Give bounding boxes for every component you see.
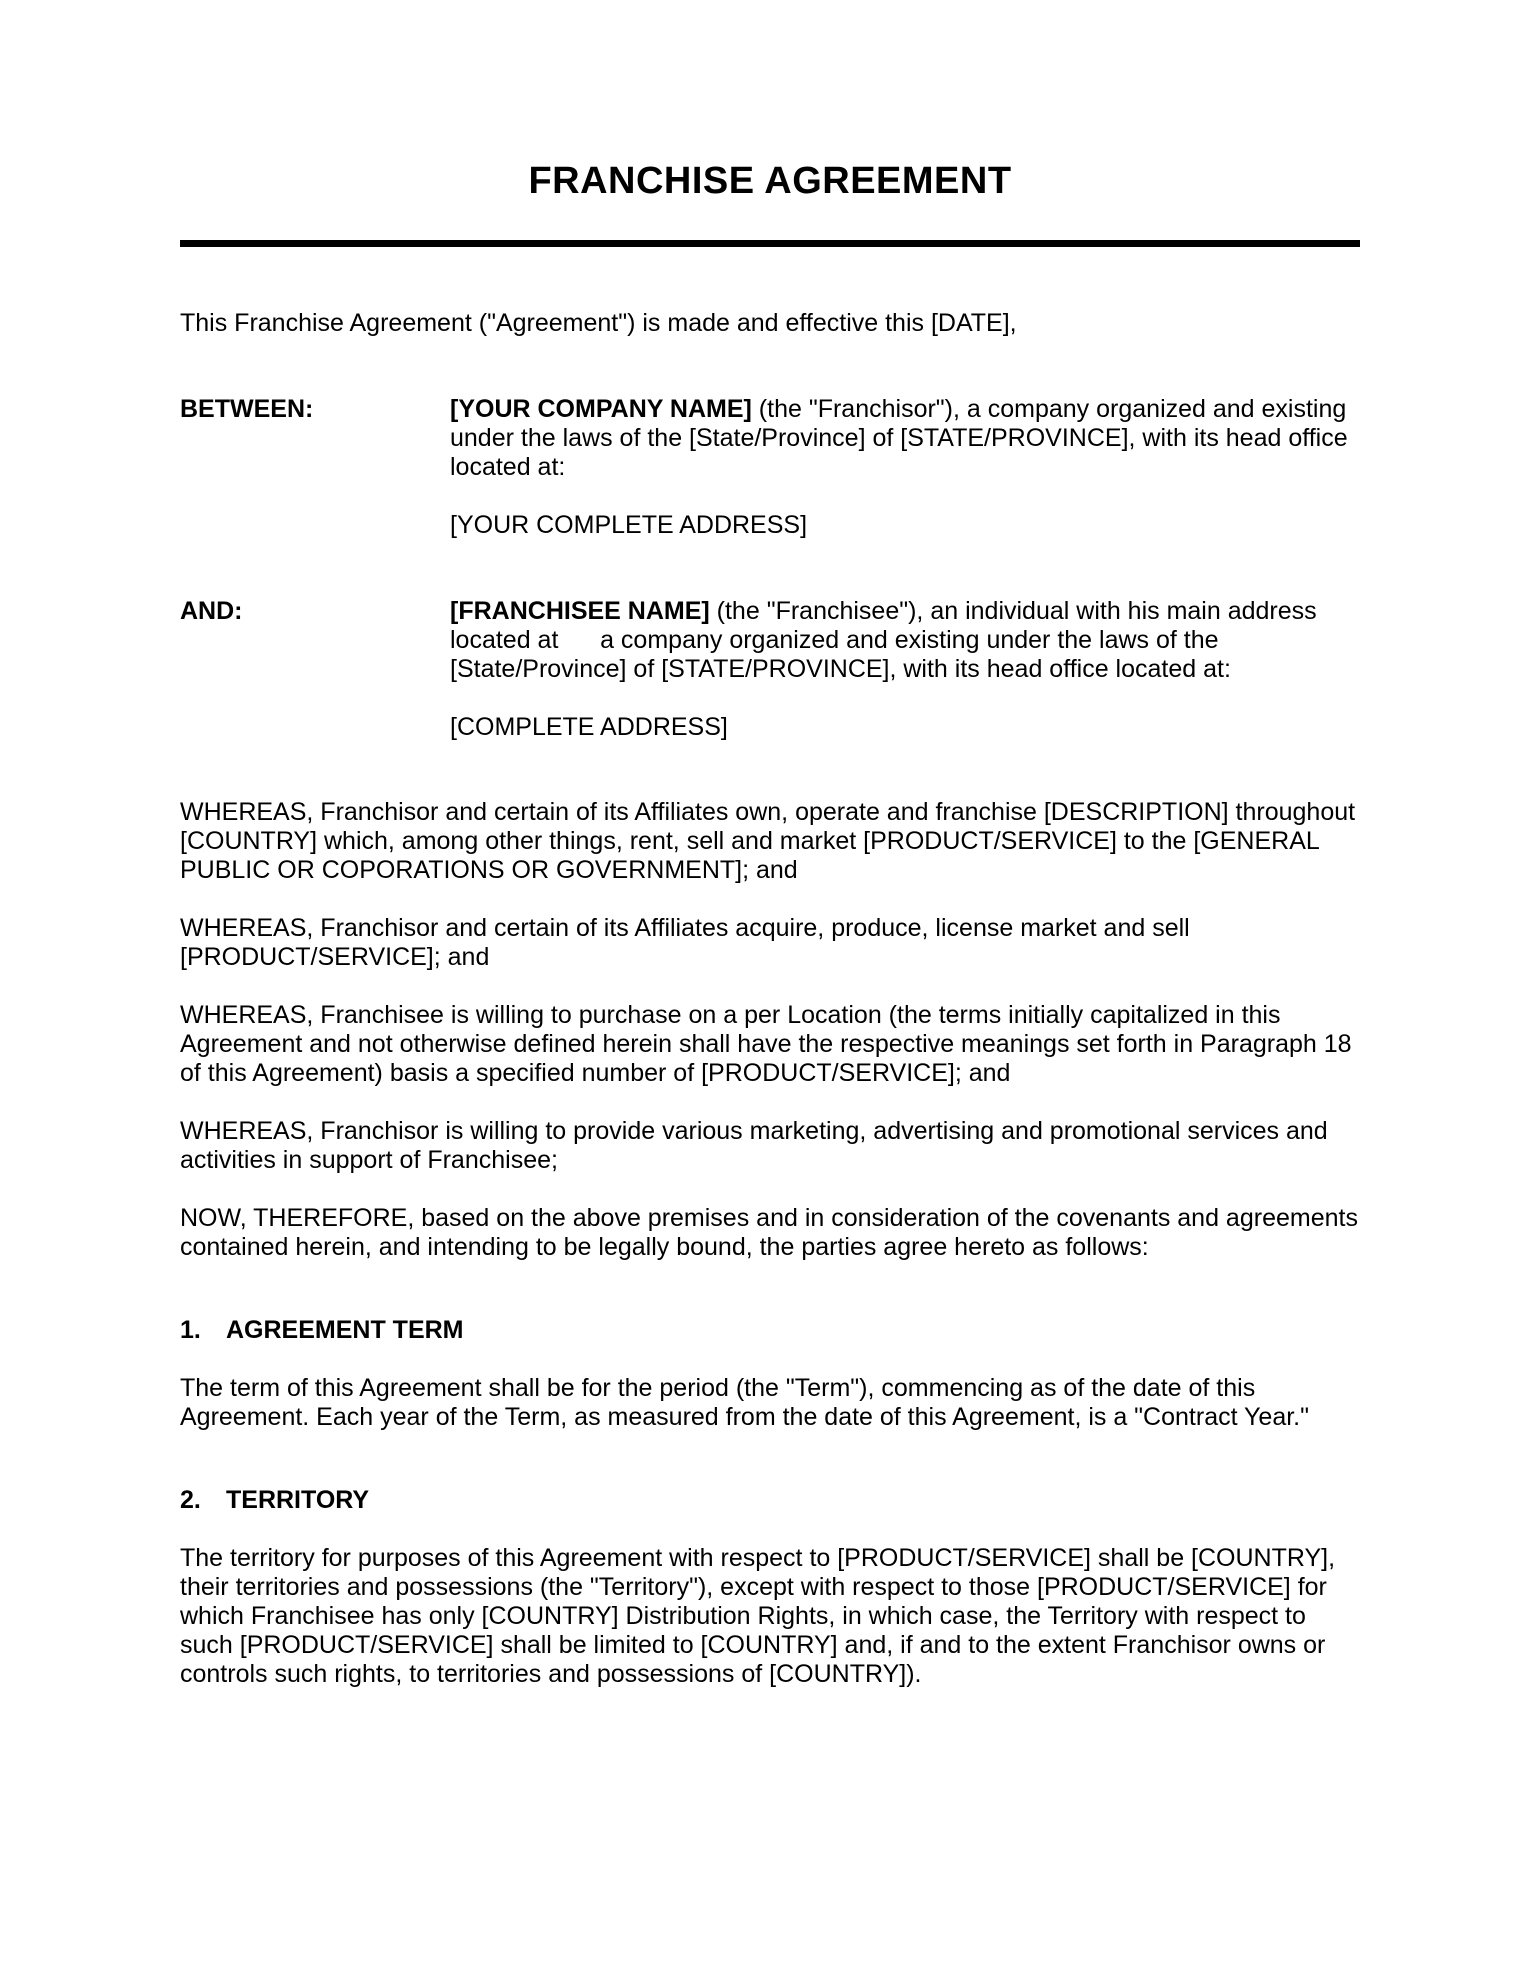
and-block	[180, 597, 1360, 742]
now-therefore-paragraph: NOW, THEREFORE, based on the above premises and in consideration of the covenants and agreements contained herein, and intending to be legally bound, the parties agree hereto as follows:	[180, 1204, 1358, 1261]
section-1-body: The term of this Agreement shall be for the period (the "Term"), commencing as of the date of this Agreement. Each year of the Term, as measured from the date of this Agreement, is a "Contract Year."	[180, 1374, 1309, 1431]
between-body	[450, 395, 1360, 540]
title-underline	[180, 240, 1360, 247]
section-2-number: 2.	[180, 1486, 201, 1514]
recital-paragraph-2: WHEREAS, Franchisor and certain of its Affiliates acquire, produce, license market and sell [PRODUCT/SERVICE]; and	[180, 914, 1190, 971]
section-1-title: AGREEMENT TERM	[226, 1316, 464, 1344]
franchisee-name-placeholder: [FRANCHISEE NAME]	[450, 597, 710, 625]
franchisee-description-text: (the "Franchisee"), an individual with his main address located at a company organized and existing under the laws of the [State/Province] of [STATE/PROVINCE], with its head office located at:	[450, 597, 1317, 683]
and-body	[450, 597, 1360, 742]
franchisor-description	[450, 395, 1360, 482]
franchisor-address-placeholder: [YOUR COMPLETE ADDRESS]	[450, 511, 808, 539]
document-title: FRANCHISE AGREEMENT	[528, 160, 1012, 202]
section-2	[180, 1486, 1360, 1689]
section-2-title: TERRITORY	[226, 1486, 370, 1514]
section-1-number: 1.	[180, 1316, 201, 1344]
recital-paragraph-1: WHEREAS, Franchisor and certain of its Affiliates own, operate and franchise [DESCRIPTION] throughout [COUNTRY] which, among other things, rent, sell and market [PRODUCT/SERVICE] to the [GENERAL PUBLIC OR COPORATIONS OR GOVERNMENT]; and	[180, 798, 1356, 884]
and-label: AND:	[180, 597, 243, 625]
section-1	[180, 1316, 1360, 1432]
franchisee-description	[450, 597, 1360, 684]
section-1-heading	[180, 1316, 1360, 1345]
franchisor-name-placeholder: [YOUR COMPANY NAME]	[450, 395, 752, 423]
section-2-heading	[180, 1486, 1360, 1515]
recital-paragraph-3: WHEREAS, Franchisee is willing to purchase on a per Location (the terms initially capitalized in this Agreement and not otherwise defined herein shall have the respective meanings set forth in Paragraph 18 of this Agreement) basis a specified number of [PRODUCT/SERVICE]; and	[180, 1001, 1352, 1087]
section-2-body: The territory for purposes of this Agreement with respect to [PRODUCT/SERVICE] shall be [COUNTRY], their territories and possessions (the "Territory"), except with respect to those [PRODUCT/SERVICE] for which Franchisee has only [COUNTRY] Distribution Rights, in which case, the Territory with respect to such [PRODUCT/SERVICE] shall be limited to [COUNTRY] and, if and to the extent Franchisor owns or controls such rights, to territories and possessions of [COUNTRY]).	[180, 1544, 1336, 1688]
franchisor-description-text: (the "Franchisor"), a company organized and existing under the laws of the [State/Province] of [STATE/PROVINCE], with its head office located at:	[450, 395, 1348, 481]
franchisee-address-placeholder: [COMPLETE ADDRESS]	[450, 713, 728, 741]
between-label: BETWEEN:	[180, 395, 314, 423]
between-block	[180, 395, 1360, 540]
intro-paragraph: This Franchise Agreement ("Agreement") is made and effective this [DATE],	[180, 309, 1017, 337]
recital-paragraph-4: WHEREAS, Franchisor is willing to provide various marketing, advertising and promotional services and activities in support of Franchisee;	[180, 1117, 1328, 1174]
